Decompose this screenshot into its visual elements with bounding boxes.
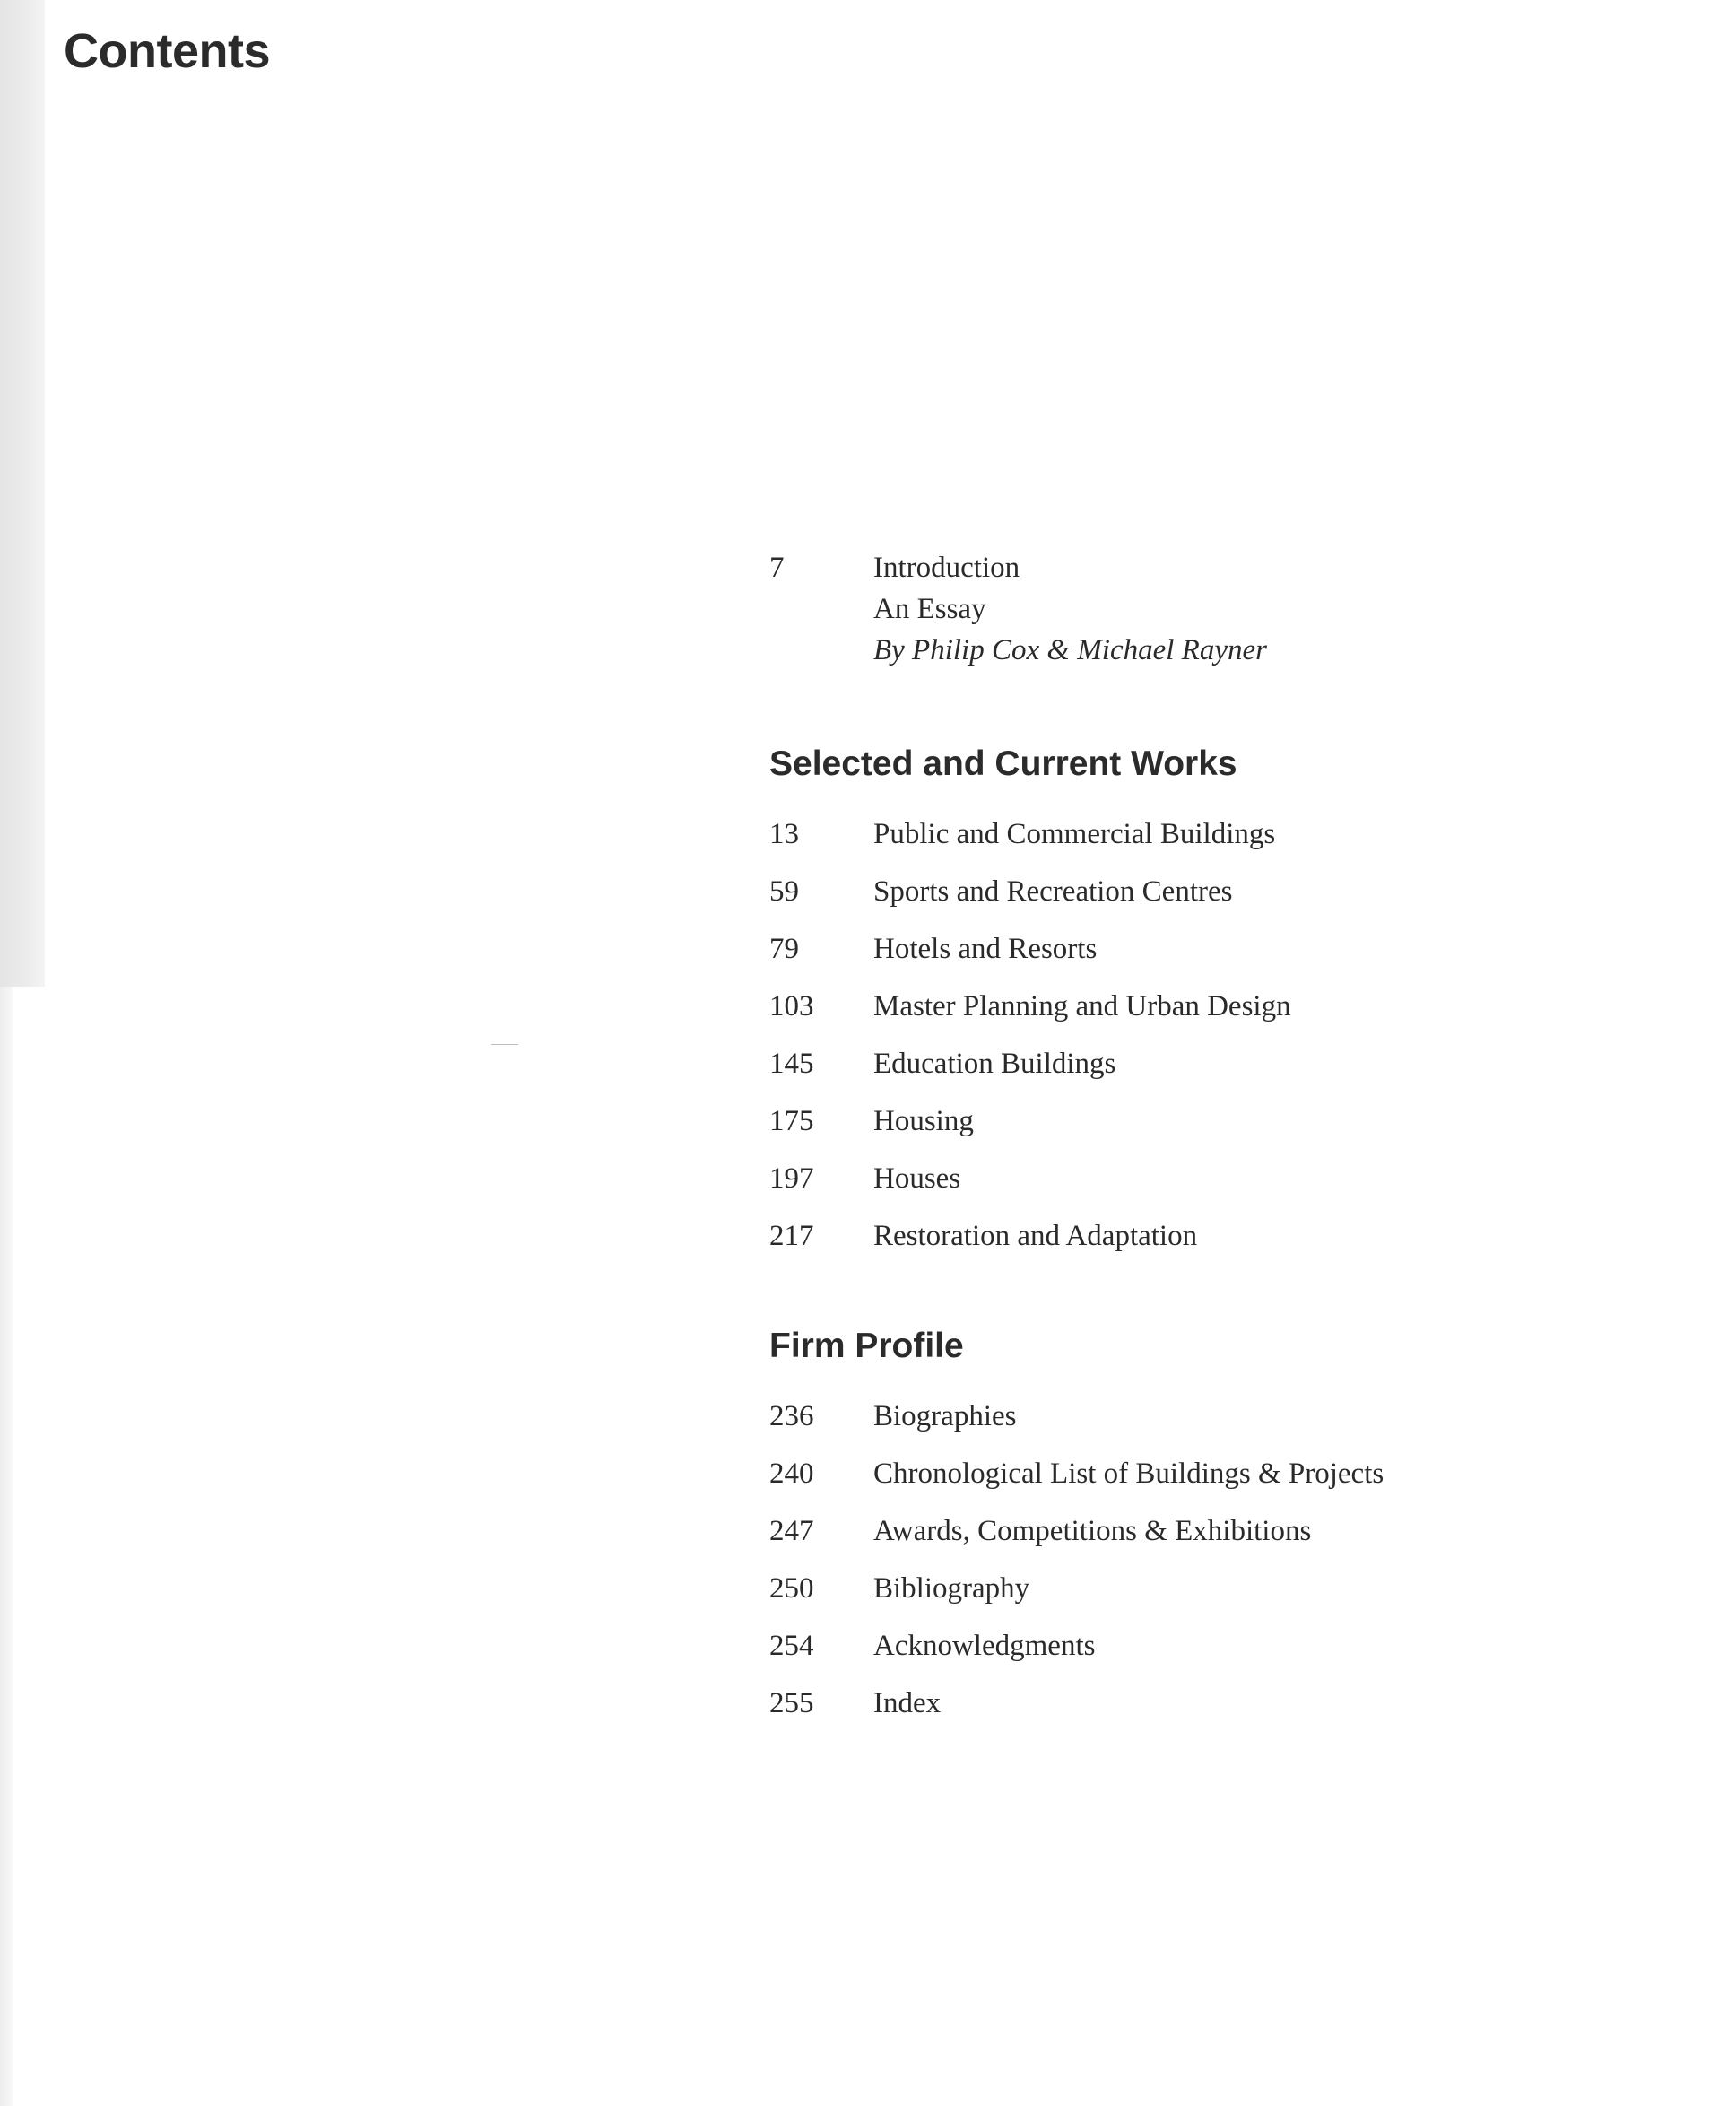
- toc-page-number: 254: [769, 1630, 814, 1662]
- scan-edge-shadow: [0, 0, 45, 987]
- toc-entry: [769, 1101, 1237, 1158]
- toc-intro-title: Introduction: [873, 552, 1020, 584]
- scan-speck: [491, 1044, 518, 1045]
- toc-entry-title: Bibliography: [873, 1572, 1030, 1605]
- toc-entry-title: Master Planning and Urban Design: [873, 990, 1291, 1023]
- toc-page-number: 250: [769, 1572, 814, 1605]
- toc-page-number: 13: [769, 818, 799, 850]
- toc-page-number: 59: [769, 875, 799, 908]
- toc-entry: [769, 1396, 1017, 1453]
- toc-entry-title: Acknowledgments: [873, 1630, 1096, 1662]
- table-of-contents: [769, 547, 1666, 1719]
- toc-page-number: 7: [769, 552, 785, 584]
- toc-page-number: 175: [769, 1105, 814, 1137]
- toc-entry-title: Public and Commercial Buildings: [873, 818, 1276, 850]
- toc-entry-title: Index: [873, 1687, 942, 1719]
- scan-edge-shadow-lower: [0, 987, 13, 2106]
- toc-entry: [769, 871, 1237, 928]
- toc-section-firm-profile: [769, 1325, 1384, 1740]
- toc-entry: [769, 1625, 1096, 1683]
- toc-entry-title: Restoration and Adaptation: [873, 1220, 1198, 1252]
- toc-entry: [769, 1510, 1312, 1568]
- toc-page-number: 103: [769, 990, 814, 1023]
- toc-page-number: 247: [769, 1515, 814, 1547]
- toc-intro-entry: [769, 547, 1666, 687]
- toc-page-number: 255: [769, 1687, 814, 1719]
- toc-intro-subtitle: An Essay: [873, 593, 986, 625]
- toc-entry: [769, 814, 1276, 871]
- section-heading: Selected and Current Works: [769, 744, 1237, 783]
- toc-entry: [769, 1453, 1384, 1510]
- toc-entry: [769, 1215, 1237, 1273]
- toc-section-selected-works: [769, 743, 1291, 1273]
- toc-page-number: 217: [769, 1220, 814, 1252]
- toc-entry-title: Chronological List of Buildings & Projects: [873, 1458, 1384, 1490]
- toc-intro-lines: [873, 547, 1267, 671]
- toc-page-number: 79: [769, 933, 799, 965]
- toc-entry-list: [769, 1396, 1384, 1740]
- toc-entry-title: Hotels and Resorts: [873, 933, 1098, 965]
- toc-entry-title: Biographies: [873, 1400, 1017, 1432]
- toc-page-number: 236: [769, 1400, 814, 1432]
- toc-page-number: 145: [769, 1048, 814, 1080]
- toc-entry: [769, 1568, 1030, 1625]
- toc-entry-title: Awards, Competitions & Exhibitions: [873, 1515, 1312, 1547]
- toc-entry-title: Sports and Recreation Centres: [873, 875, 1233, 908]
- section-heading: Firm Profile: [769, 1327, 964, 1365]
- toc-entry-title: Houses: [873, 1162, 961, 1195]
- toc-entry: [769, 986, 1291, 1043]
- page-title: Contents: [64, 24, 270, 78]
- toc-entry: [769, 1158, 1237, 1215]
- toc-entry: [769, 1683, 964, 1740]
- toc-entry-title: Housing: [873, 1105, 974, 1137]
- toc-entry: [769, 928, 1237, 986]
- toc-page-number: 240: [769, 1458, 814, 1490]
- toc-page-number: 197: [769, 1162, 814, 1195]
- toc-entry-title: Education Buildings: [873, 1048, 1116, 1080]
- toc-intro-byline: By Philip Cox & Michael Rayner: [873, 634, 1267, 666]
- toc-entry-list: [769, 814, 1291, 1273]
- toc-entry: [769, 1043, 1237, 1101]
